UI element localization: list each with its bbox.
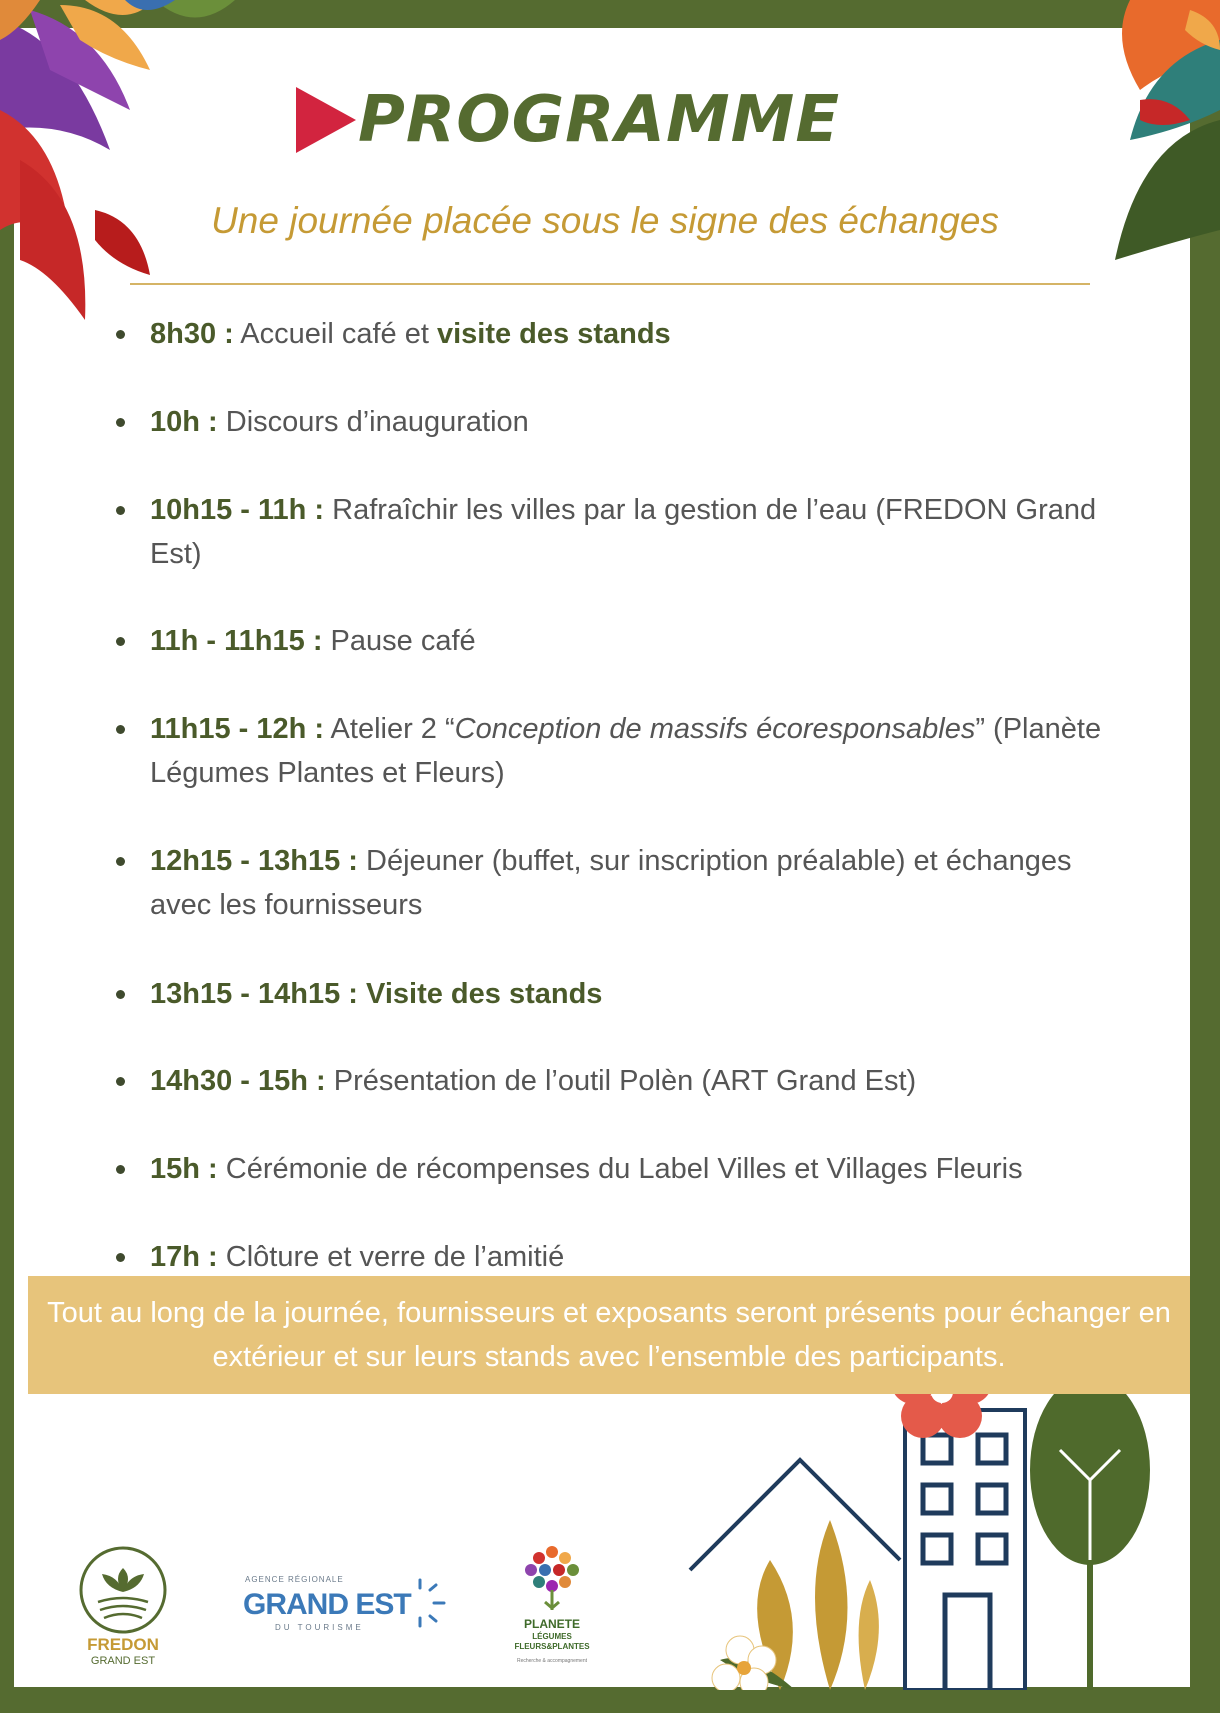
programme-item — [150, 972, 1130, 1016]
item-time: 11h - 11h15 : — [150, 625, 323, 657]
programme-item — [150, 312, 1130, 356]
programme-item — [150, 1235, 1130, 1279]
leaves-left-illustration — [0, 0, 170, 330]
grand-est-logo-main: GRAND EST — [243, 1588, 411, 1621]
item-strong-text: Visite des stands — [357, 978, 603, 1010]
item-time: 12h15 - 13h15 : — [150, 845, 358, 877]
programme-item — [150, 839, 1135, 927]
programme-item — [150, 400, 1130, 444]
item-text: Déjeuner (buffet, sur inscription préalable) et échanges avec les fournisseurs — [150, 845, 1072, 921]
item-time: 17h : — [150, 1241, 218, 1273]
fredon-logo — [70, 1540, 240, 1670]
planete-logo-line2: LÉGUMES — [532, 1632, 572, 1641]
city-nature-illustration — [680, 1360, 1190, 1690]
item-time: 11h15 - 12h : — [150, 713, 325, 745]
item-text: Présentation de l’outil Polèn (ART Grand Est) — [325, 1065, 917, 1097]
item-text: Accueil café et — [233, 318, 437, 350]
planete-logo-name: PLANETE — [523, 1617, 581, 1631]
item-text: Cérémonie de récompenses du Label Villes et Villages Fleuris — [217, 1153, 1023, 1185]
item-time: 14h30 - 15h : — [150, 1065, 326, 1097]
planete-logo-tagline: Recherche & accompagnement — [516, 1658, 588, 1664]
item-italic-text: Conception de massifs écoresponsables — [454, 713, 976, 745]
item-text: Discours d’inauguration — [217, 406, 529, 438]
info-banner — [28, 1276, 1190, 1394]
planete-legumes-logo — [495, 1540, 610, 1675]
banner-text: Tout au long de la journée, fournisseurs et exposants seront présents pour échanger en extérieur et sur leurs stands avec l’ensemble des participants. — [47, 1297, 1171, 1373]
programme-item — [150, 619, 1130, 663]
item-strong-text: visite des stands — [436, 318, 671, 350]
fredon-logo-region: GRAND EST — [90, 1655, 156, 1667]
grand-est-logo-top: AGENCE RÉGIONALE — [245, 1575, 344, 1584]
item-time: 10h : — [150, 406, 218, 438]
grand-est-logo-bottom: DU TOURISME — [275, 1623, 364, 1632]
leaves-right-illustration — [1070, 0, 1220, 290]
item-time: 15h : — [150, 1153, 218, 1185]
play-arrow-icon — [296, 87, 356, 153]
programme-item — [150, 1059, 1130, 1103]
title-row — [296, 80, 840, 160]
item-text: ” (Planète Légumes Plantes et Fleurs) — [150, 713, 1102, 789]
item-text: Pause café — [322, 625, 476, 657]
fredon-logo-name: FREDON — [87, 1635, 159, 1654]
programme-item — [150, 707, 1140, 795]
item-text: Clôture et verre de l’amitié — [217, 1241, 565, 1273]
item-time: 8h30 : — [150, 318, 234, 350]
page-title: PROGRAMME — [358, 83, 841, 157]
item-time: 13h15 - 14h15 : — [150, 978, 358, 1010]
grand-est-logo — [240, 1570, 450, 1640]
page-subtitle: Une journée placée sous le signe des échanges — [211, 200, 999, 241]
planete-logo-line3: FLEURS&PLANTES — [514, 1642, 590, 1651]
leaves-top-illustration — [85, 0, 245, 40]
item-text: Rafraîchir les villes par la gestion de l’eau (FREDON Grand Est) — [150, 494, 1097, 570]
item-time: 10h15 - 11h : — [150, 494, 325, 526]
programme-item — [150, 488, 1110, 576]
item-text: Atelier 2 “ — [324, 713, 455, 745]
programme-item — [150, 1147, 1130, 1191]
divider — [130, 283, 1090, 285]
